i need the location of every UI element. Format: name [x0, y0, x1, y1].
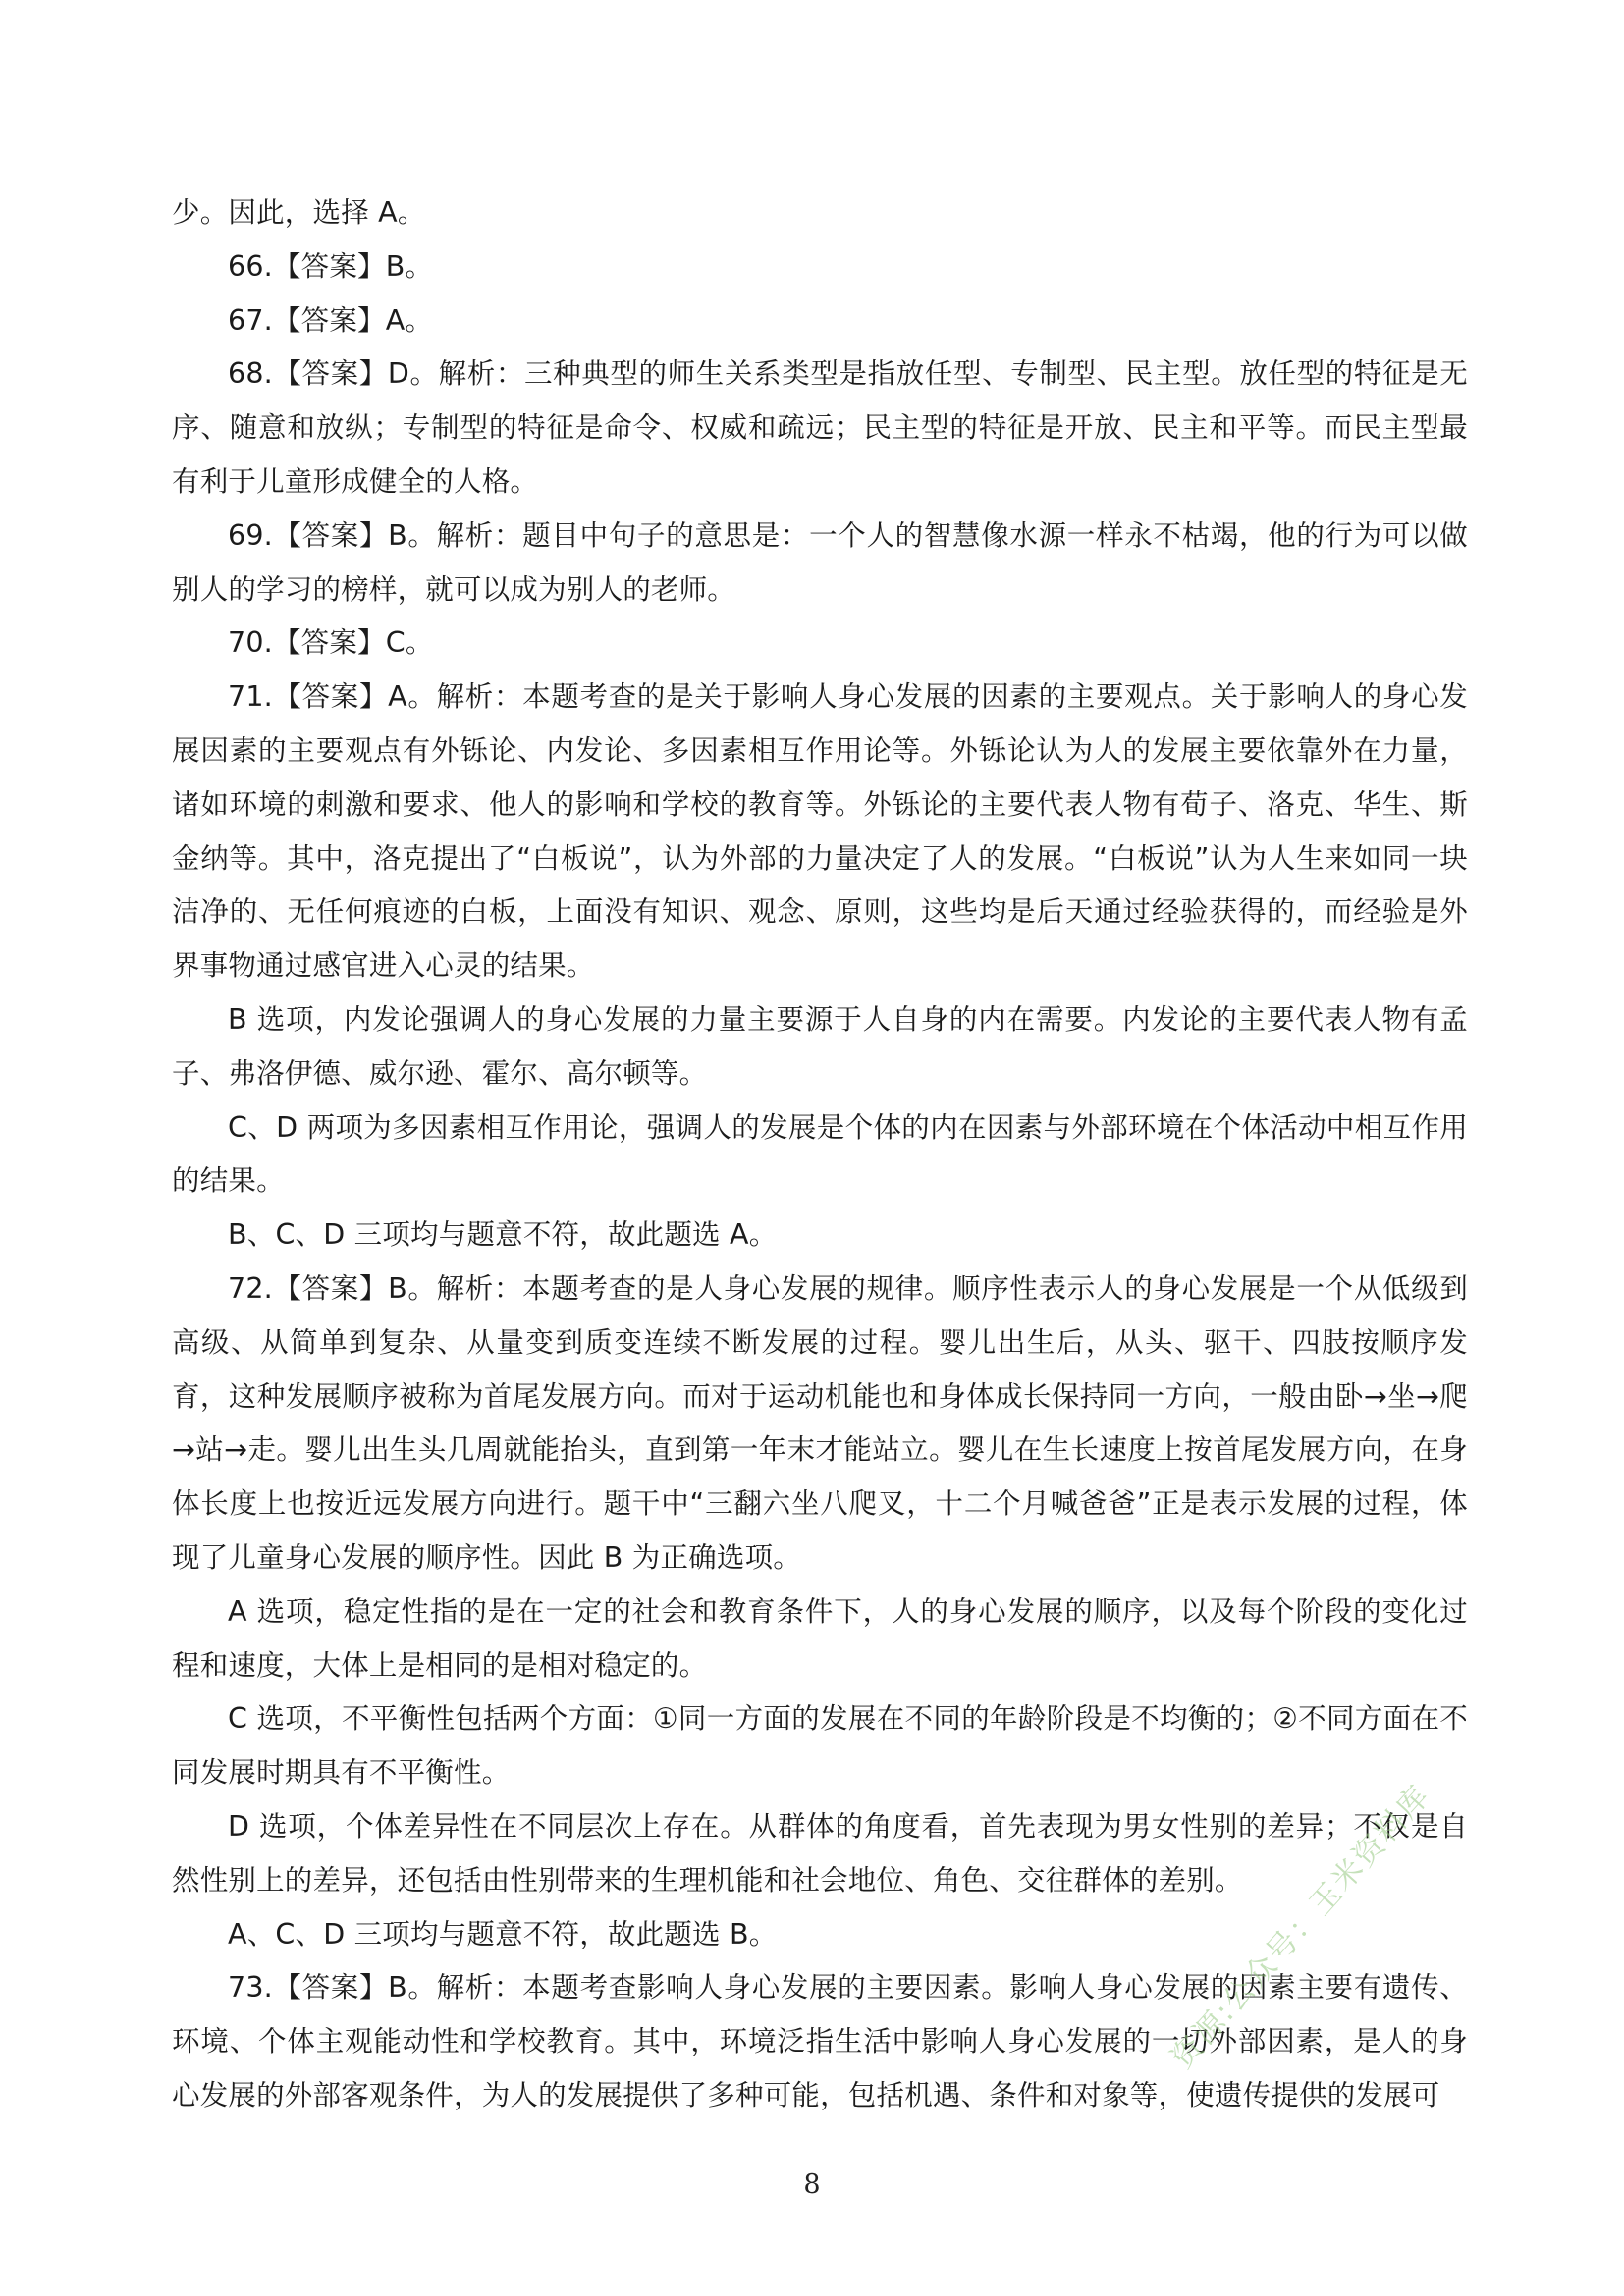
paragraph: 少。因此，选择 A。	[172, 196, 426, 229]
paragraph: 69.【答案】B。解析：题目中句子的意思是：一个人的智慧像水源一样永不枯竭，他的行为可以做别人的学习的榜样，就可以成为别人的老师。	[172, 518, 1468, 606]
document-body	[172, 187, 1468, 2123]
paragraph: 66.【答案】B。	[228, 249, 434, 283]
paragraph: B 选项，内发论强调人的身心发展的力量主要源于人自身的内在需要。内发论的主要代表人物有孟子、弗洛伊德、威尔逊、霍尔、高尔顿等。	[172, 1002, 1468, 1090]
page-number: 8	[803, 2169, 821, 2200]
paragraph: D 选项，个体差异性在不同层次上存在。从群体的角度看，首先表现为男女性别的差异；不仅是自然性别上的差异，还包括由性别带来的生理机能和社会地位、角色、交往群体的差别。	[172, 1809, 1468, 1896]
paragraph: 71.【答案】A。解析：本题考查的是关于影响人身心发展的因素的主要观点。关于影响人的身心发展因素的主要观点有外铄论、内发论、多因素相互作用论等。外铄论认为人的发展主要依靠外在力量，诸如环境的刺激和要求、他人的影响和学校的教育等。外铄论的主要代表人物有荀子、洛克、华生、斯金纳等。其中，洛克提出了“白板说”，认为外部的力量决定了人的发展。“白板说”认为人生来如同一块洁净的、无任何痕迹的白板，上面没有知识、观念、原则，这些均是后天通过经验获得的，而经验是外界事物通过感官进入心灵的结果。	[172, 680, 1468, 983]
paragraph: 70.【答案】C。	[228, 626, 434, 660]
paragraph: 67.【答案】A。	[228, 303, 434, 337]
watermark-text: 资源:公众号：玉米资料库	[1164, 1778, 1437, 2076]
paragraph: A 选项，稳定性指的是在一定的社会和教育条件下，人的身心发展的顺序，以及每个阶段的变化过程和速度，大体上是相同的是相对稳定的。	[172, 1594, 1468, 1682]
paragraph: 68.【答案】D。解析：三种典型的师生关系类型是指放任型、专制型、民主型。放任型的特征是无序、随意和放纵；专制型的特征是命令、权威和疏远；民主型的特征是开放、民主和平等。而民主型最有利于儿童形成健全的人格。	[172, 357, 1468, 498]
paragraph: B、C、D 三项均与题意不符，故此题选 A。	[228, 1218, 778, 1252]
paragraph: 72.【答案】B。解析：本题考查的是人身心发展的规律。顺序性表示人的身心发展是一个从低级到高级、从简单到复杂、从量变到质变连续不断发展的过程。婴儿出生后，从头、驱干、四肢按顺序发育，这种发展顺序被称为首尾发展方向。而对于运动机能也和身体成长保持同一方向，一般由卧→坐→爬→站→走。婴儿出生头几周就能抬头，直到第一年末才能站立。婴儿在生长速度上按首尾发展方向，在身体长度上也按近远发展方向进行。题干中“三翻六坐八爬叉，十二个月喊爸爸”正是表示发展的过程，体现了儿童身心发展的顺序性。因此 B 为正确选项。	[172, 1271, 1468, 1574]
paragraph: A、C、D 三项均与题意不符，故此题选 B。	[228, 1917, 778, 1950]
paragraph: C、D 两项为多因素相互作用论，强调人的发展是个体的内在因素与外部环境在个体活动中相互作用的结果。	[172, 1110, 1468, 1198]
paragraph: C 选项，不平衡性包括两个方面：①同一方面的发展在不同的年龄阶段是不均衡的；②不同方面在不同发展时期具有不平衡性。	[172, 1702, 1468, 1789]
paragraph: 73.【答案】B。解析：本题考查影响人身心发展的主要因素。影响人身心发展的因素主要有遗传、环境、个体主观能动性和学校教育。其中，环境泛指生活中影响人身心发展的一切外部因素，是人的身心发展的外部客观条件，为人的发展提供了多种可能，包括机遇、条件和对象等，使遗传提供的发展可	[172, 1971, 1468, 2111]
